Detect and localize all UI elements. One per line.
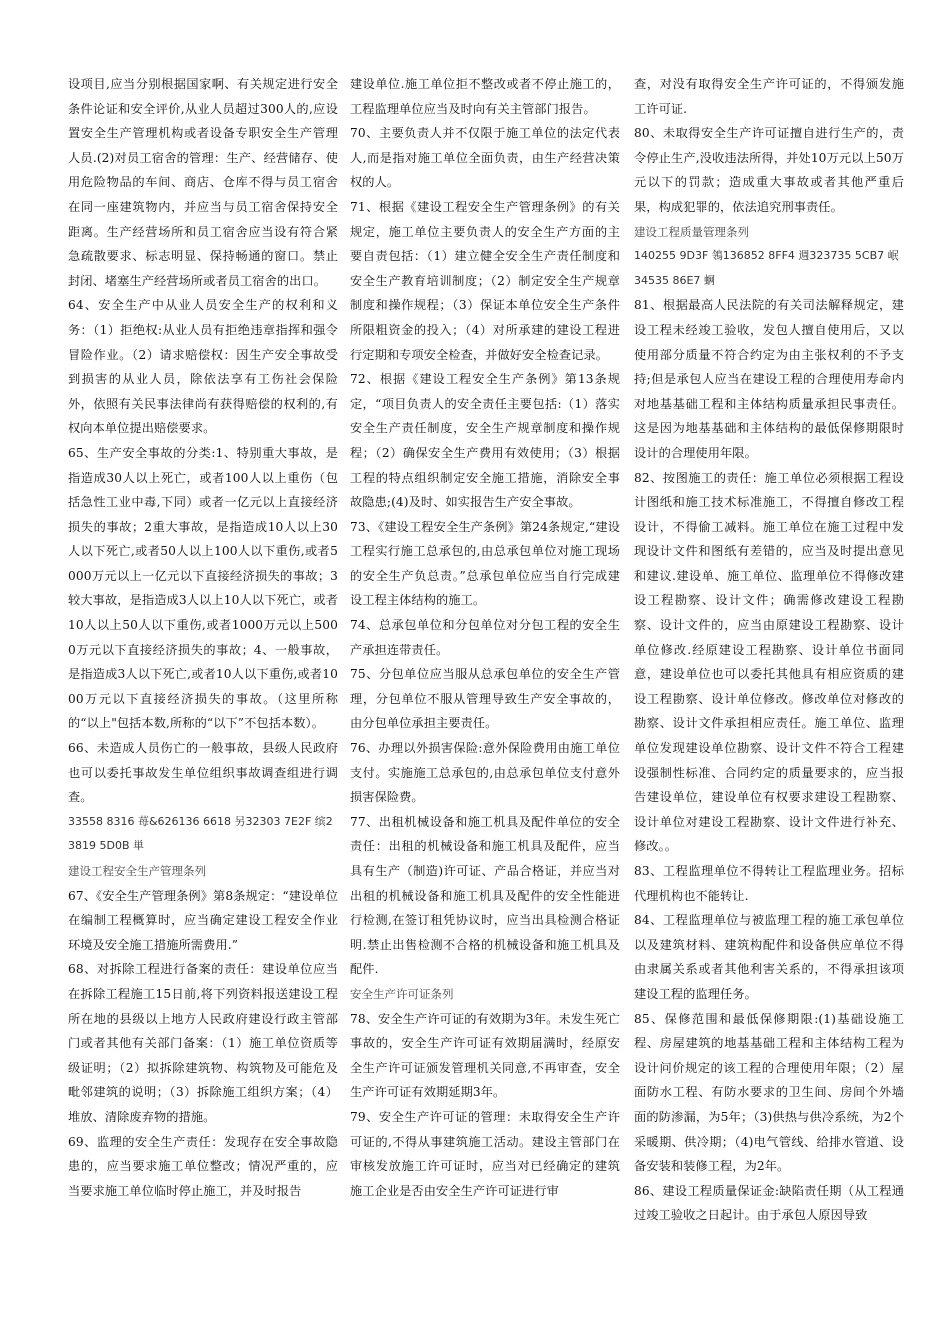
paragraph: 查，对没有取得安全生产许可证的，不得颁发施工许可证. bbox=[634, 77, 904, 116]
section-heading: 安全生产许可证条列 bbox=[350, 986, 454, 1001]
section-heading: 建设工程质量管理条列 bbox=[634, 224, 749, 239]
paragraph: 64、安全生产中从业人员安全生产的权利和义务：（1）拒绝权:从业人员有拒绝违章指挥和强令冒险作业。（2）请求赔偿权：因生产安全事故受到损害的从业人员，除依法享有工伤社会保险外，依照有关民事法律尚有获得赔偿的权利的,有权向本单位提出赔偿要求。 bbox=[68, 298, 338, 436]
paragraph: 71、根据《建设工程安全生产管理条例》的有关规定，施工单位主要负责人的安全生产方面的主要自责包括：（1）建立健全安全生产责任制度和安全生产教育培训制度；（2）制定安全生产规章制度和操作规程；（3）保证本单位安全生产条件所限粗资金的投入；（4）对所承建的建设工程进行定期和专项安全检查，并做好安全检查记录。 bbox=[350, 199, 620, 362]
paragraph: 建设单位.施工单位拒不整改或者不停止施工的，工程监理单位应当及时向有关主管部门报告。 bbox=[350, 77, 620, 116]
paragraph: 84、工程监理单位与被监理工程的施工承包单位以及建筑材料、建筑构配件和设备供应单位不得由隶属关系或者其他利害关系的，不得承担该项建设工程的监理任务。 bbox=[634, 913, 904, 1001]
paragraph: 78、安全生产许可证的有效期为3年。未发生死亡事故的，安全生产许可证有效期届满时，经原安全生产许可证颁发管理机关同意,不再审查，安全生产许可证有效期延期3年。 bbox=[350, 1011, 620, 1100]
paragraph: 74、总承包单位和分包单位对分包工程的安全生产承担连带责任。 bbox=[350, 618, 620, 657]
paragraph: 81、根据最高人民法院的有关司法解释规定，建设工程未经竣工验收，发包人擅自使用后，又以使用部分质量不符合约定为由主张权利的不予支持;但是承包人应当在建设工程的合理使用寿命内对地基基础工程和主体结构质量承担民事责任。这是因为地基基础和主体结构的最低保修期限时设计的合理使用年限。 bbox=[634, 298, 904, 460]
paragraph: 76、办理以外损害保险:意外保险费用由施工单位支付。实施施工总承包的,由总承包单位支付意外损害保险费。 bbox=[350, 741, 620, 805]
paragraph: 68、对拆除工程进行备案的责任：建设单位应当在拆除工程施工15日前,将下列资料报送建设工程所在地的县级以上地方人民政府建设行政主管部门或者其他有关部门备案：（1）施工单位资质等级证明；（2）拟拆除建筑物、构筑物及可能危及毗邻建筑的说明；（3）拆除施工组织方案；（4）堆放、清除废弃物的措施。 bbox=[68, 962, 338, 1124]
column-right bbox=[634, 72, 904, 1228]
column-left bbox=[68, 72, 338, 1203]
paragraph: 75、分包单位应当服从总承包单位的安全生产管理，分包单位不服从管理导致生产安全事故的，由分包单位承担主要责任。 bbox=[350, 667, 620, 731]
encoded-text-line: 140255 9D3F 鴒136852 8FF4 週323735 5CB7 岷34535 86E7 蛧 bbox=[634, 249, 899, 287]
section-heading: 建设工程安全生产管理条列 bbox=[68, 864, 206, 878]
paragraph: 设项目,应当分别根据国家啊、有关规定进行安全条件论证和安全评价,从业人员超过300人的,应设置安全生产管理机构或者设备专职安全生产管理人员.(2)对员工宿舍的管理：生产、经营储存、使用危险物品的车间、商店、仓库不得与员工宿舍在同一座建筑物内，并应当与员工宿舍保持安全距离。生产经营场所和员工宿舍应当设有符合紧急疏散要求、标志明显、保持畅通的窗口。禁止封闭、堵塞生产经营场所或者员工宿舍的出口。 bbox=[68, 77, 338, 288]
paragraph: 67、《安全生产管理条例》第8条规定：“建设单位在编制工程概算时，应当确定建设工程安全作业环境及安全施工措施所需费用.” bbox=[68, 888, 338, 952]
paragraph: 66、未造成人员伤亡的一般事故，县级人民政府也可以委托事故发生单位组织事故调查组进行调查。 bbox=[68, 741, 338, 805]
column-middle bbox=[350, 72, 620, 1203]
paragraph: 80、未取得安全生产许可证擅自进行生产的，责令停止生产,没收违法所得，并处10万元以上50万元以下的罚款；造成重大事故或者其他严重后果，构成犯罪的，依法追究刑事责任。 bbox=[634, 126, 904, 214]
paragraph: 79、安全生产许可证的管理：未取得安全生产许可证的,不得从事建筑施工活动。建设主管部门在审核发放施工许可证时，应当对已经确定的建筑施工企业是否由安全生产许可证进行审 bbox=[350, 1109, 620, 1198]
paragraph: 86、建设工程质量保证金:缺陷责任期（从工程通过竣工验收之日起计。由于承包人原因导致 bbox=[634, 1183, 904, 1223]
paragraph: 72、根据《建设工程安全生产条例》第13条规定，“项目负责人的安全责任主要包括:（1）落实安全生产责任制度，安全生产规章制度和操作规程；（2）确保安全生产费用有效使用；（3）根据工程的特点组织制定安全施工措施，消除安全事故隐患;(4)及时、如实报告生产安全事故。 bbox=[350, 372, 620, 510]
paragraph: 70、主要负责人并不仅限于施工单位的法定代表人,而是指对施工单位全面负责，由生产经营决策权的人。 bbox=[350, 126, 620, 190]
paragraph: 69、监理的安全生产责任：发现存在安全事故隐患的，应当要求施工单位整改；情况严重的，应当要求施工单位临时停止施工，并及时报告 bbox=[68, 1134, 338, 1198]
encoded-text-line: 33558 8316 苺&626136 6618 另32303 7E2F 缤23819 5D0B 単 bbox=[68, 814, 333, 853]
paragraph: 85、保修范围和最低保修期限:(1)基础设施工程、房屋建筑的地基基础工程和主体结构工程为设计问价规定的该工程的合理使用年限；（2）屋面防水工程、有防水要求的卫生间、房间个外墙面的防渗漏，为5年；（3)供热与供冷系统，为2个采暖期、供冷期；（4)电气管线、给排水管道、设备安装和装修工程，为2年。 bbox=[634, 1011, 904, 1174]
paragraph: 82、按图施工的责任：施工单位必须根据工程设计图纸和施工技术标准施工，不得擅自修改工程设计，不得偷工减料。施工单位在施工过程中发现设计文件和图纸有差错的，应当及时提出意见和建议.建设单、施工单位、监理单位不得修改建设工程勘察、设计文件；确需修改建设工程勘察、设计文件的，应当由原建设工程勘察、设计单位修改.经原建设工程勘察、设计单位书面同意，建设单位也可以委托其他具有相应资质的建设工程勘察、设计单位修改。修改单位对修改的勘察、设计文件承担相应责任。施工单位、监理单位发现建设单位勘察、设计文件不符合工程建设强制性标准、合同约定的质量要求的，应当报告建设单位，建设单位有权要求建设工程勘察、设计单位对建设工程勘察、设计文件进行补充、修改。。 bbox=[634, 470, 904, 854]
paragraph: 65、生产安全事故的分类:1、特别重大事故，是指造成30人以上死亡，或者100人以上重伤（包括急性工业中毒,下同）或者一亿元以上直接经济损失的事故；2重大事故，是指造成10人以上30人以下死亡,或者50人以上100人以下重伤,或者5000万元以上一亿元以下直接经济损失的事故；3较大事故，是指造成3人以上10人以下死亡，或者10人以上50人以下重伤,或者1000万元以上5000万元以下直接经济损失的事故；4、一般事故，是指造成3人以下死亡,或者10人以下重伤,或者1000万元以下直接经济损失的事故。（这里所称的“以上"包括本数,所称的“以下”不包括本数）。 bbox=[68, 445, 338, 731]
paragraph: 77、出租机械设备和施工机具及配件单位的安全责任：出租的机械设备和施工机具及配件，应当具有生产（制造)许可证、产品合格证，并应当对出租的机械设备和施工机具及配件的安全性能进行检测,在签订租凭协议时，应当出具检测合格证明.禁止出售检测不合格的机械设备和施工机具及配件. bbox=[350, 814, 620, 977]
paragraph: 83、工程监理单位不得转让工程监理业务。招标代理机构也不能转让. bbox=[634, 864, 904, 903]
paragraph: 73、《建设工程安全生产条例》第24条规定,“建设工程实行施工总承包的,由总承包单位对施工现场的安全生产负总责。”总承包单位应当自行完成建设工程主体结构的施工。 bbox=[350, 519, 620, 608]
